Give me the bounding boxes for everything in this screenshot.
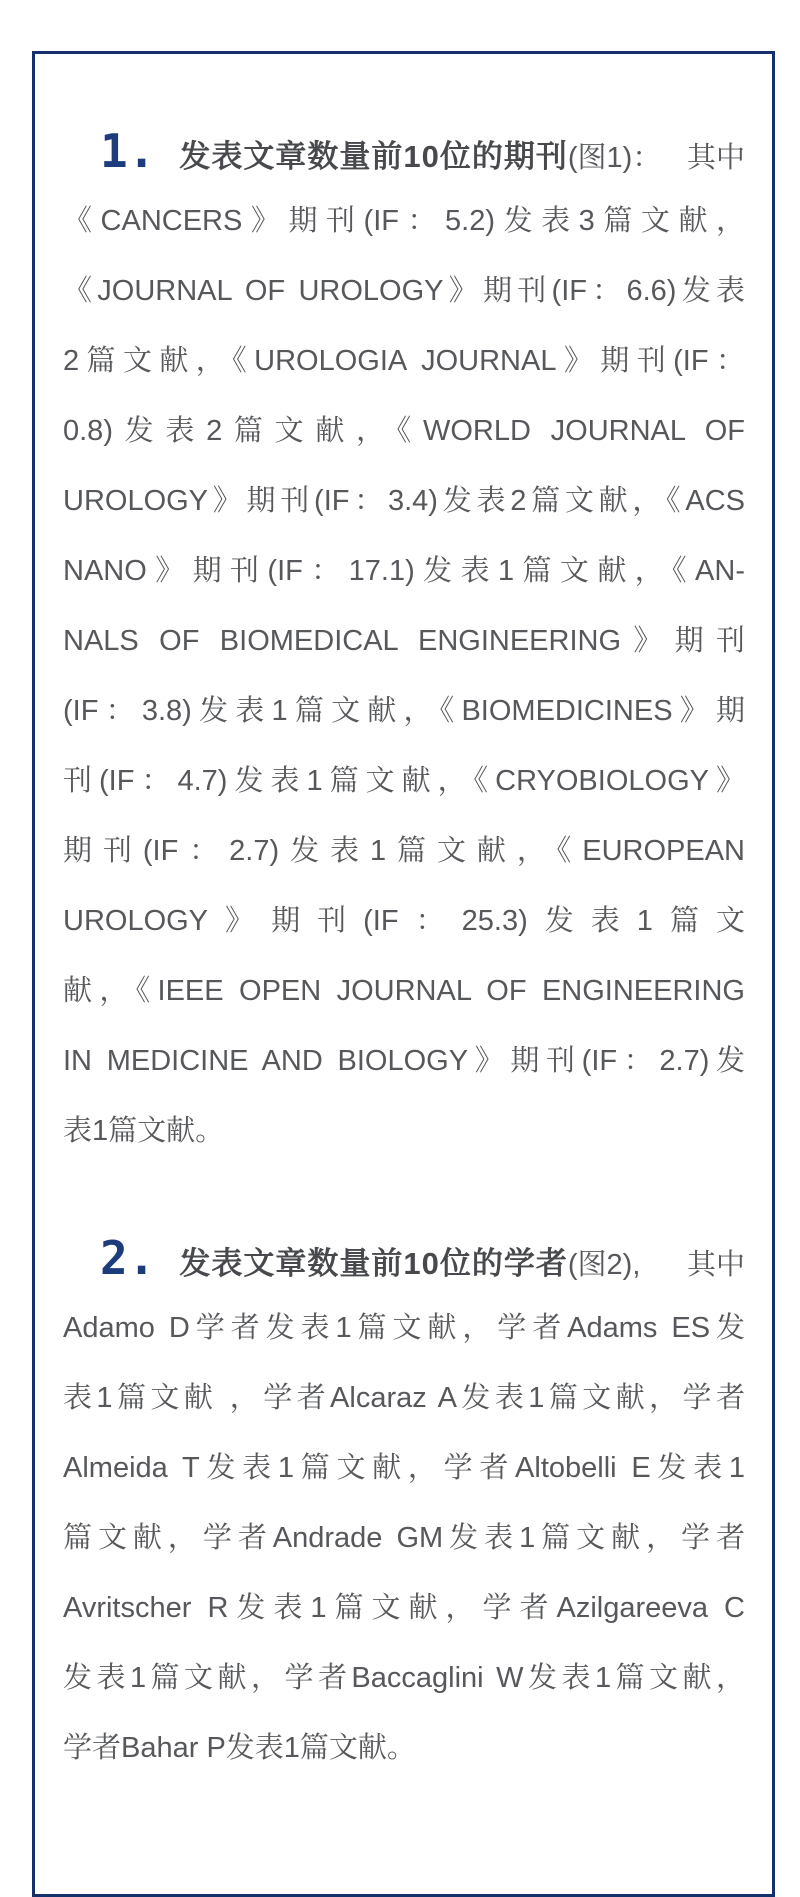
paragraph-number: 1.: [100, 124, 156, 178]
heading-tail: 其中: [686, 1249, 745, 1281]
text-line: 表1篇文献 ，学者Alcaraz A发表1篇文献，学者: [63, 1382, 745, 1414]
heading-tail: 其中: [686, 142, 745, 174]
text-line: UROLOGY》期刊(IF：3.4)发表2篇文献，《ACS: [63, 485, 745, 517]
text-line: 篇文献，学者Andrade GM发表1篇文献，学者: [63, 1522, 745, 1554]
text-line: IN MEDICINE AND BIOLOGY》期刊(IF：2.7)发: [63, 1045, 745, 1077]
text-line: 《CANCERS》期刊(IF：5.2)发表3篇文献，: [63, 205, 745, 237]
text-line: (IF：3.8)发表1篇文献，《BIOMEDICINES》期: [63, 695, 745, 727]
text-line: Avritscher R发表1篇文献，学者Azilgareeva C: [63, 1592, 745, 1624]
text-line: 0.8)发表2篇文献，《WORLD JOURNAL OF: [63, 415, 745, 447]
text-line: 《JOURNAL OF UROLOGY》期刊(IF：6.6)发表: [63, 275, 745, 307]
heading-left-group: [63, 1223, 640, 1293]
text-line: Almeida T发表1篇文献，学者Altobelli E发表1: [63, 1452, 745, 1484]
heading-left-group: [63, 116, 661, 186]
text-line: 表1篇文献。: [63, 1115, 225, 1147]
text-line: NALS OF BIOMEDICAL ENGINEERING》期刊: [63, 625, 745, 657]
paragraph-lines: [63, 186, 745, 1166]
text-line: 学者Bahar P发表1篇文献。: [63, 1732, 416, 1764]
paragraph-number: 2.: [100, 1231, 156, 1285]
text-line: 刊(IF：4.7)发表1篇文献，《CRYOBIOLOGY》: [63, 765, 745, 797]
heading-title: 发表文章数量前10位的期刊: [179, 139, 568, 174]
text-line: 期刊(IF：2.7)发表1篇文献，《EUROPEAN: [63, 835, 745, 867]
paragraph: [63, 1223, 745, 1783]
text-line: UROLOGY》期刊(IF：25.3)发表1篇文: [63, 905, 745, 937]
heading-figure-ref: (图2),: [567, 1249, 641, 1281]
text-line: 2篇文献，《UROLOGIA JOURNAL》期刊(IF：: [63, 345, 745, 377]
text-line: Adamo D学者发表1篇文献，学者Adams ES发: [63, 1312, 745, 1344]
paragraph: [63, 116, 745, 1166]
paragraph-heading: [63, 116, 745, 186]
paragraph-heading: [63, 1223, 745, 1293]
heading-figure-ref: (图1)：: [567, 142, 662, 174]
text-line: 发表1篇文献，学者Baccaglini W发表1篇文献，: [63, 1662, 745, 1694]
card-content: [35, 54, 772, 1783]
paragraph-lines: [63, 1293, 745, 1783]
text-line: 献，《IEEE OPEN JOURNAL OF ENGINEERING: [63, 975, 745, 1007]
text-line: NANO》期刊(IF：17.1)发表1篇文献，《AN-: [63, 555, 745, 587]
report-card: [32, 51, 775, 1897]
heading-title: 发表文章数量前10位的学者: [179, 1246, 568, 1281]
